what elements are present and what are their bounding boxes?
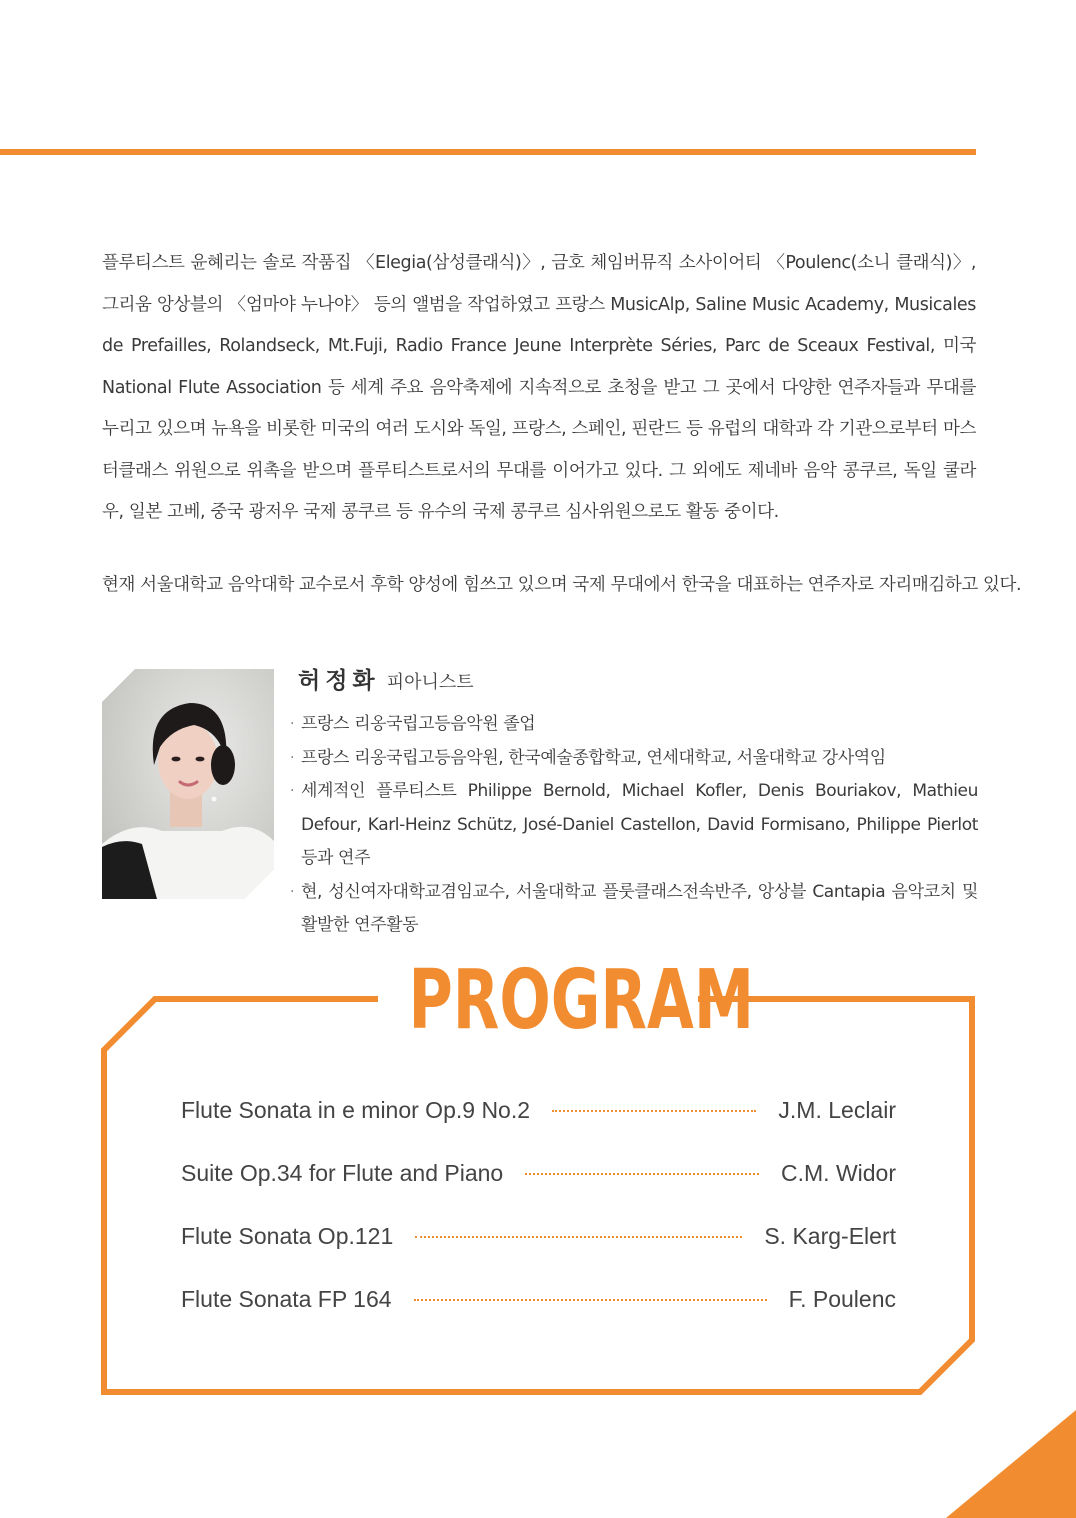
program-composer: C.M. Widor (781, 1159, 896, 1186)
career-item: · 프랑스 리옹국립고등음악원 졸업 (290, 714, 536, 734)
dotted-leader (415, 1236, 742, 1238)
pianist-name: 허정화 (298, 668, 380, 694)
top-divider (0, 149, 976, 155)
pianist-role: 피아니스트 (386, 672, 474, 693)
program-title: PROGRAM (408, 953, 755, 1048)
program-item (181, 1089, 896, 1131)
program-list (181, 1089, 896, 1341)
program-composer: J.M. Leclair (778, 1096, 896, 1123)
dotted-leader (525, 1173, 759, 1175)
program-item (181, 1152, 896, 1194)
bio-paragraph-2: 현재 서울대학교 음악대학 교수로서 후학 양성에 힘쓰고 있으며 국제 무대에서 한국을 대표하는 연주자로 자리매김하고 있다. (102, 575, 1022, 595)
career-item: · 세계적인 플루티스트 Philippe Bernold, Michael Kofler, Denis Bouriakov, Mathieu Defour, Karl-Heinz Schütz, José-Daniel Castellon, David Formisano, Philippe Pierlot 등과 연주 (290, 781, 978, 868)
pianist-photo (102, 669, 274, 899)
pianist-career-list (290, 708, 978, 943)
program-composer: S. Karg-Elert (764, 1222, 896, 1249)
program-work: Flute Sonata Op.121 (181, 1222, 394, 1249)
program-item (181, 1278, 896, 1320)
program-item (181, 1215, 896, 1257)
program-work: Flute Sonata FP 164 (181, 1285, 392, 1312)
program-composer: F. Poulenc (788, 1285, 896, 1312)
corner-triangle (946, 1410, 1076, 1518)
program-work: Flute Sonata in e minor Op.9 No.2 (181, 1096, 531, 1123)
dotted-leader (552, 1110, 756, 1112)
bio-paragraph-1: 플루티스트 윤혜리는 솔로 작품집 〈Elegia(삼성클래식)〉, 금호 체임버뮤직 소사이어티 〈Poulenc(소니 클래식)〉, 그리움 앙상블의 〈엄마야 누나야〉 등의 앨범을 작업하였고 프랑스 MusicAlp, Saline Music Academy, Musicales de Prefailles, Rolandseck, Mt.Fuji, Radio France Jeune Interprète Séries, Parc de Sceaux Festival, 미국 National Flute Association 등 세계 주요 음악축제에 지속적으로 초청을 받고 그 곳에서 다양한 연주자들과 무대를 누리고 있으며 뉴욕을 비롯한 미국의 여러 도시와 독일, 프랑스, 스페인, 핀란드 등 유럽의 대학과 각 기관으로부터 마스터클래스 위원으로 위촉을 받으며 플루티스트로서의 무대를 이어가고 있다. 그 외에도 제네바 음악 콩쿠르, 독일 쿨라우, 일본 고베, 중국 광저우 국제 콩쿠르 등 유수의 국제 콩쿠르 심사위원으로도 활동 중이다. (102, 253, 976, 522)
dotted-leader (414, 1299, 767, 1301)
career-item: · 프랑스 리옹국립고등음악원, 한국예술종합학교, 연세대학교, 서울대학교 강사역임 (290, 747, 886, 768)
pianist-profile (290, 664, 978, 943)
career-item: · 현, 성신여자대학교겸임교수, 서울대학교 플룻클래스전속반주, 앙상블 Cantapia 음악코치 및 활발한 연주활동 (290, 881, 978, 935)
program-work: Suite Op.34 for Flute and Piano (181, 1159, 504, 1186)
